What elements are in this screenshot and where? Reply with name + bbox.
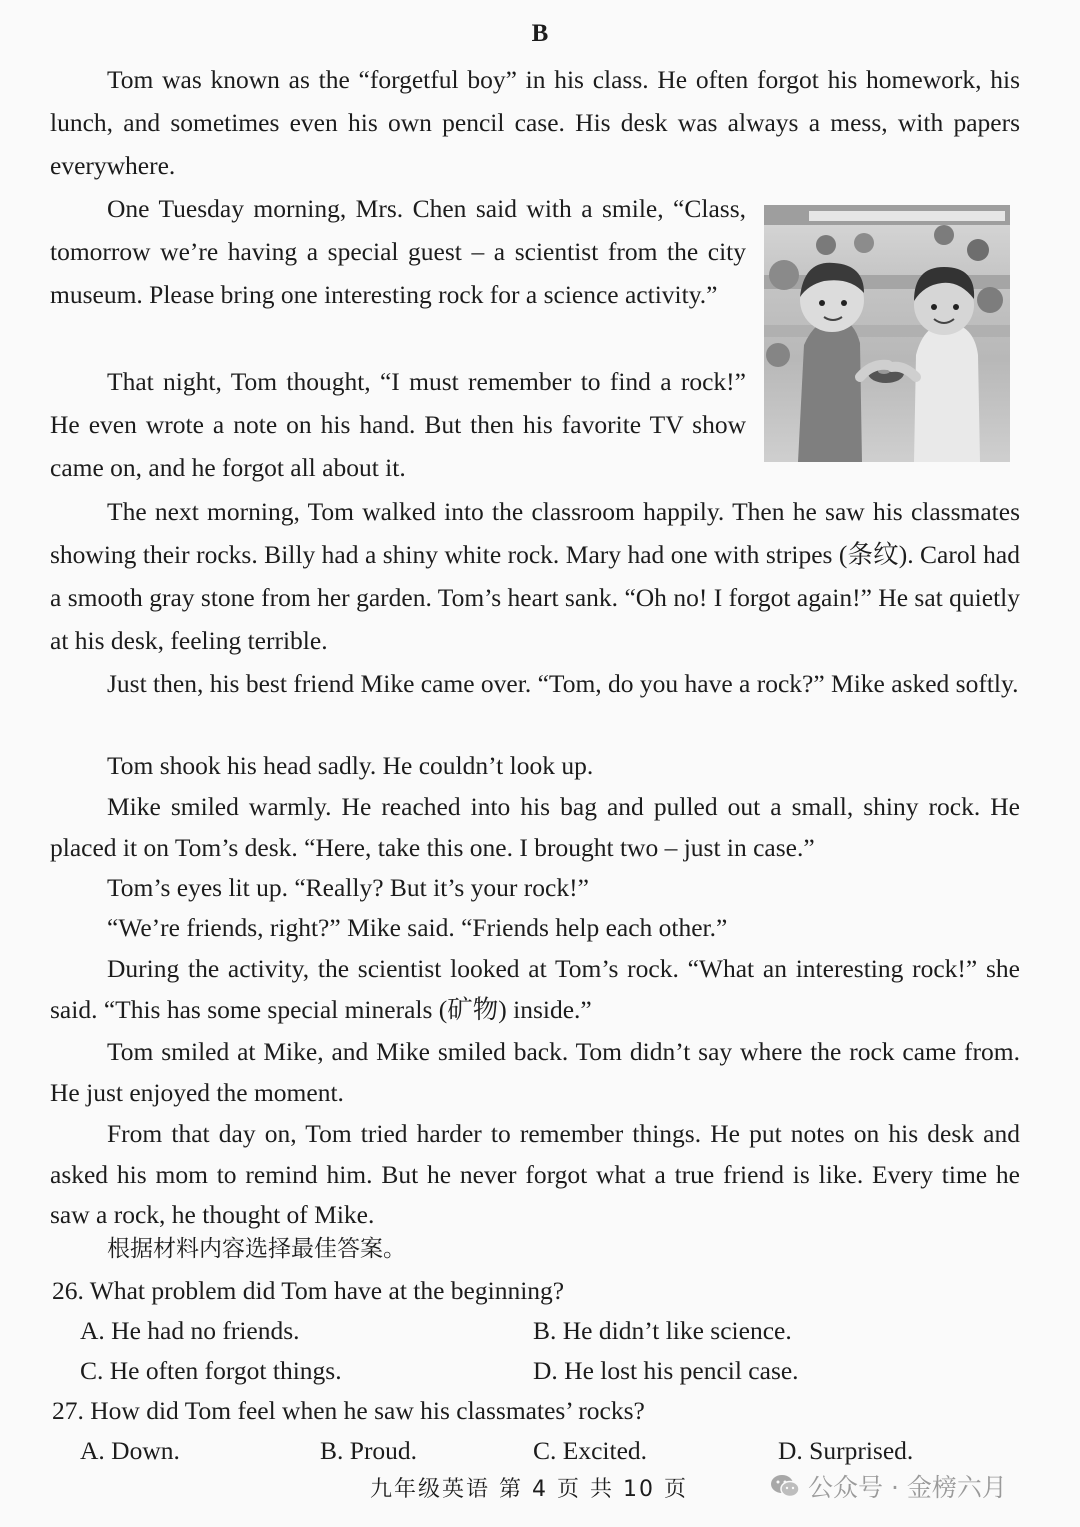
question-27-option-c[interactable]: C. Excited.	[533, 1436, 648, 1465]
paragraph-3: That night, Tom thought, “I must remember to find a rock!” He even wrote a note on his hand. But then his favorite TV show came on, and he forgot all about it.	[50, 367, 746, 482]
question-27-option-a[interactable]: A. Down.	[80, 1436, 180, 1465]
paragraph-2: One Tuesday morning, Mrs. Chen said with a smile, “Class, tomorrow we’re having a special guest – a scientist from the city museum. Please bring one interesting rock for a science activity.”	[50, 194, 746, 309]
paragraph-4: The next morning, Tom walked into the classroom happily. Then he saw his classmates showing their rocks. Billy had a shiny white rock. Mary had one with stripes (条纹). Carol had a smooth gray stone from her garden. Tom’s heart sank. “Oh no! I forgot again!” He sat quietly at his desk, feeling terrible.	[50, 497, 1020, 655]
paragraph-10: During the activity, the scientist looked at Tom’s rock. “What an interesting rock!” she said. “This has some special minerals (矿物) inside.”	[50, 954, 1020, 1024]
paragraph-1: Tom was known as the “forgetful boy” in his class. He often forgot his homework, his lunch, and sometimes even his own pencil case. His desk was always a mess, with papers everywhere.	[50, 65, 1020, 180]
paragraph-7: Mike smiled warmly. He reached into his bag and pulled out a small, shiny rock. He placed it on Tom’s desk. “Here, take this one. I brought two – just in case.”	[50, 792, 1020, 862]
question-26-option-b[interactable]: B. He didn’t like science.	[533, 1316, 792, 1345]
question-27: 27. How did Tom feel when he saw his classmates’ rocks?	[52, 1396, 645, 1425]
question-26: 26. What problem did Tom have at the beginning?	[52, 1276, 565, 1305]
question-26-option-c[interactable]: C. He often forgot things.	[80, 1356, 342, 1385]
paragraph-8: Tom’s eyes lit up. “Really? But it’s your rock!”	[107, 873, 589, 902]
watermark-text: 公众号 · 金榜六月	[808, 1473, 1007, 1502]
section-letter: B	[531, 20, 549, 47]
classroom-illustration	[764, 205, 1010, 462]
question-26-option-a[interactable]: A. He had no friends.	[80, 1316, 300, 1345]
question-27-option-d[interactable]: D. Surprised.	[778, 1436, 914, 1465]
page-footer: 九年级英语 第 4 页 共 10 页	[370, 1477, 688, 1502]
classroom-illustration-drawing	[764, 205, 1010, 462]
paragraph-9: “We’re friends, right?” Mike said. “Friends help each other.”	[107, 913, 728, 942]
watermark	[770, 1468, 1007, 1504]
paragraph-11: Tom smiled at Mike, and Mike smiled back. Tom didn’t say where the rock came from. He just enjoyed the moment.	[50, 1037, 1020, 1107]
question-26-option-d[interactable]: D. He lost his pencil case.	[533, 1356, 799, 1385]
question-27-option-b[interactable]: B. Proud.	[320, 1436, 418, 1465]
paragraph-5: Just then, his best friend Mike came over. “Tom, do you have a rock?” Mike asked softly.	[107, 669, 1019, 698]
instruction: 根据材料内容选择最佳答案。	[107, 1236, 406, 1262]
wechat-icon	[770, 1473, 800, 1499]
paragraph-6: Tom shook his head sadly. He couldn’t look up.	[107, 751, 594, 780]
paragraph-12: From that day on, Tom tried harder to remember things. He put notes on his desk and asked his mom to remind him. But he never forgot what a true friend is like. Every time he saw a rock, he thought of Mike.	[50, 1119, 1020, 1229]
